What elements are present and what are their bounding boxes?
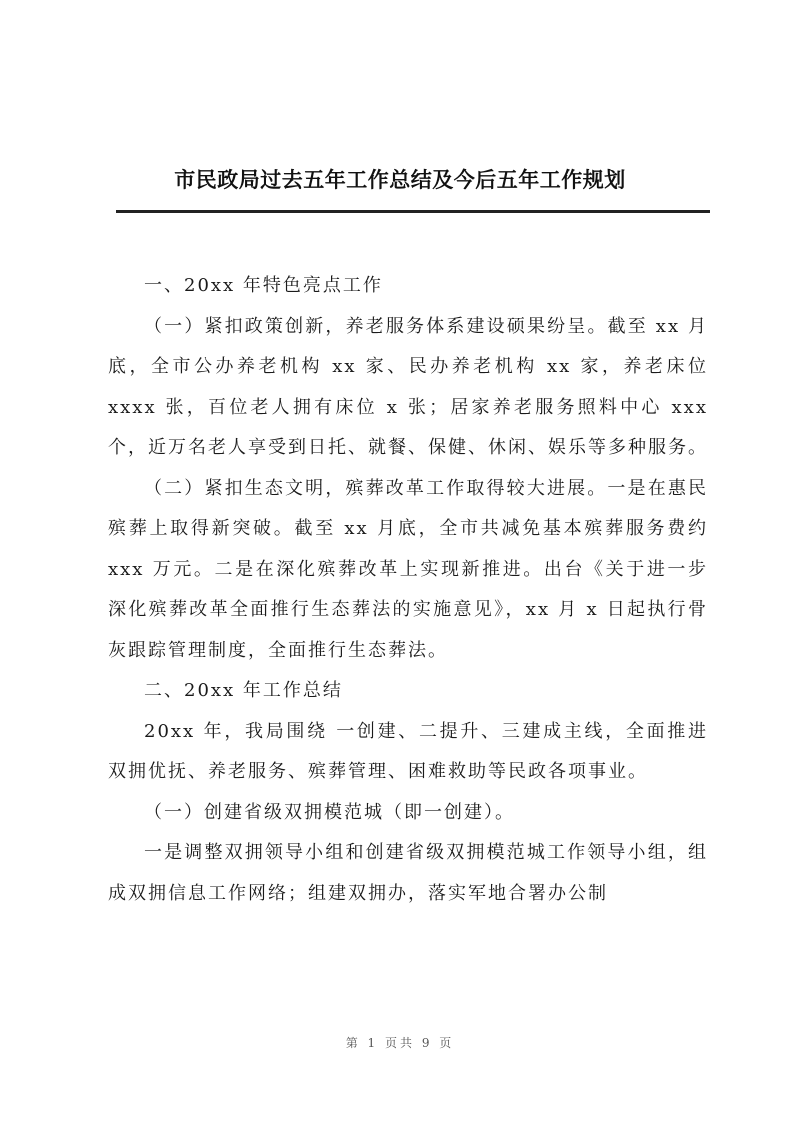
page-number-footer: 第 1 页共 9 页	[345, 1036, 455, 1050]
document-body	[108, 266, 708, 914]
body-paragraph: （一）紧扣政策创新，养老服务体系建设硕果纷呈。截至 xx 月底，全市公办养老机构 xx 家、民办养老机构 xx 家，养老床位 xxxx 张，百位老人拥有床位 x 张；居家养老服务照料中心 xxx 个，近万名老人享受到日托、就餐、保健、休闲、娱乐等多种服务。	[108, 315, 708, 458]
body-paragraph: 一是调整双拥领导小组和创建省级双拥模范城工作领导小组，组成双拥信息工作网络；组建双拥办，落实军地合署办公制	[108, 842, 708, 904]
section-heading: 二、20xx 年工作总结	[144, 680, 343, 701]
document-title: 市民政局过去五年工作总结及今后五年工作规划	[174, 168, 626, 192]
title-underline	[116, 210, 710, 213]
body-paragraph: 20xx 年，我局围绕 一创建、二提升、三建成主线，全面推进双拥优抚、养老服务、殡葬管理、困难救助等民政各项事业。	[108, 720, 708, 782]
body-paragraph: （二）紧扣生态文明，殡葬改革工作取得较大进展。一是在惠民殡葬上取得新突破。截至 xx 月底，全市共减免基本殡葬服务费约 xxx 万元。二是在深化殡葬改革上实现新推进。出台《关于进一步深化殡葬改革全面推行生态葬法的实施意见》，xx 月 x 日起执行骨灰跟踪管理制度，全面推行生态葬法。	[108, 477, 708, 661]
section-heading: 一、20xx 年特色亮点工作	[144, 275, 383, 296]
subsection-heading: （一）创建省级双拥模范城（即一创建）。	[144, 801, 515, 823]
